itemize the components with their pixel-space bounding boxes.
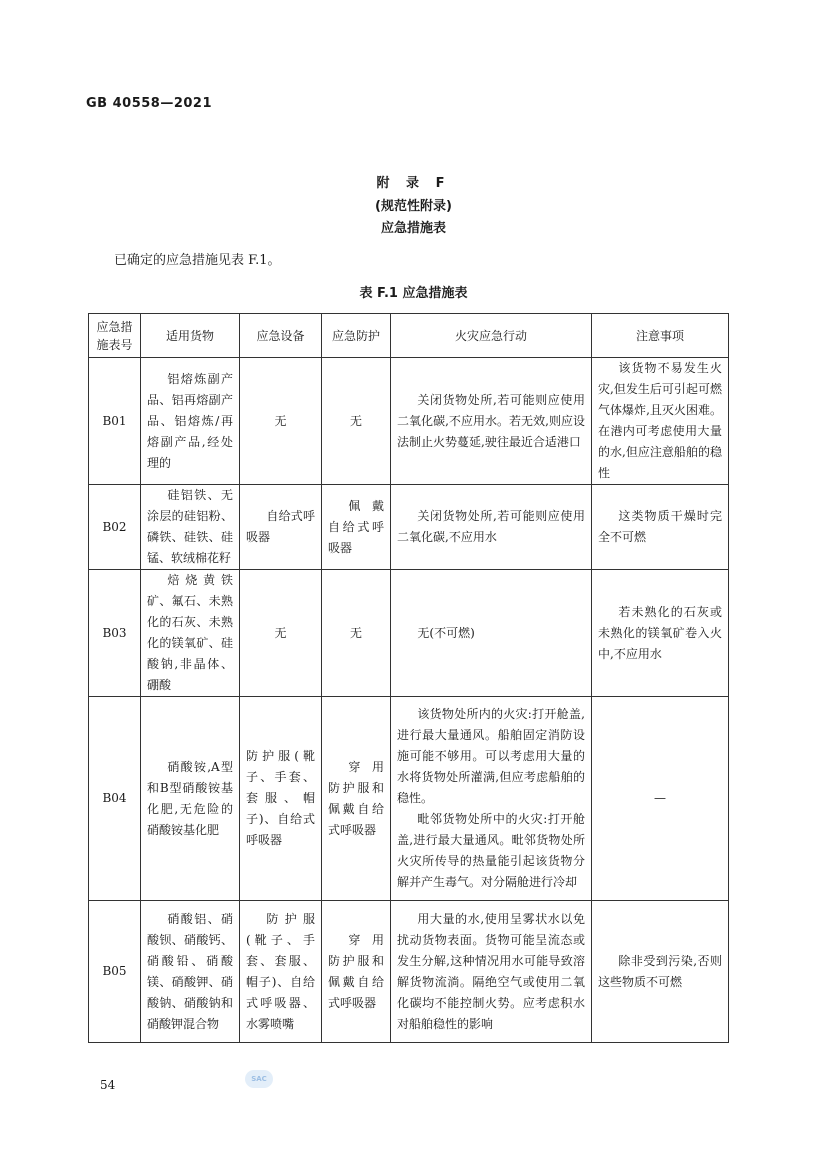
- fire-action-paragraph: 该货物处所内的火灾:打开舱盖,进行最大量通风。船舶固定消防设施可能不够用。可以考虑用大量的水将货物处所灌满,但应考虑船舶的稳性。: [397, 707, 585, 805]
- header-fire-action: 火灾应急行动: [391, 314, 592, 358]
- table-row: [89, 358, 729, 485]
- cell-fire-action: [391, 570, 592, 697]
- cell-cargo: 铝熔炼副产品、铝再熔副产品、铝熔炼/再熔副产品,经处理的: [141, 358, 240, 485]
- cell-notes: 该货物不易发生火灾,但发生后可引起可燃气体爆炸,且灭火困难。在港内可考虑使用大量的水,但应注意船舶的稳性: [592, 358, 729, 485]
- header-equipment: 应急设备: [240, 314, 322, 358]
- appendix-name: 应急措施表: [380, 221, 446, 236]
- table-caption: 表 F.1 应急措施表: [359, 286, 468, 301]
- cell-measure-id: B03: [89, 570, 141, 697]
- table-row: [89, 901, 729, 1043]
- emergency-measures-table: [88, 313, 729, 1043]
- header-measure-id: 应急措施表号: [89, 314, 141, 358]
- fire-action-paragraph: 关闭货物处所,若可能则应使用二氧化碳,不应用水: [397, 509, 585, 544]
- cell-protection: 佩戴自给式呼吸器: [322, 485, 391, 570]
- header-protection: 应急防护: [322, 314, 391, 358]
- cell-notes: 这类物质干燥时完全不可燃: [592, 485, 729, 570]
- appendix-title: 附 录 F: [376, 176, 451, 191]
- cell-protection: 穿用防护服和佩戴自给式呼吸器: [322, 697, 391, 901]
- cell-notes: 若未熟化的石灰或未熟化的镁氧矿卷入火中,不应用水: [592, 570, 729, 697]
- page-number: 54: [100, 1078, 116, 1092]
- intro-text: 已确定的应急措施见表 F.1。: [114, 253, 281, 268]
- cell-protection: 无: [322, 358, 391, 485]
- cell-fire-action: [391, 697, 592, 901]
- fire-action-paragraph: 无(不可燃): [417, 625, 475, 640]
- fire-action-paragraph: 毗邻货物处所中的火灾:打开舱盖,进行最大量通风。毗邻货物处所火灾所传导的热量能引起该货物分解并产生毒气。对分隔舱进行冷却: [397, 812, 585, 889]
- table-row: [89, 697, 729, 901]
- cell-notes: —: [592, 697, 729, 901]
- header-cargo: 适用货物: [141, 314, 240, 358]
- table-header-row: [89, 314, 729, 358]
- cell-equipment: 防护服(靴子、手套、套服、帽子)、自给式呼吸器: [240, 697, 322, 901]
- cell-protection: 穿用防护服和佩戴自给式呼吸器: [322, 901, 391, 1043]
- table-row: [89, 570, 729, 697]
- fire-action-paragraph: 关闭货物处所,若可能则应使用二氧化碳,不应用水。若无效,则应设法制止火势蔓延,驶往最近合适港口: [397, 392, 585, 449]
- cell-measure-id: B05: [89, 901, 141, 1043]
- standard-code: GB 40558—2021: [86, 96, 213, 111]
- header-notes: 注意事项: [592, 314, 729, 358]
- cell-protection: 无: [322, 570, 391, 697]
- cell-cargo: 硅铝铁、无涂层的硅铝粉、磷铁、硅铁、硅锰、软绒棉花籽: [141, 485, 240, 570]
- sac-watermark-logo: SAC: [245, 1070, 273, 1088]
- cell-cargo: 焙烧黄铁矿、氟石、未熟化的石灰、未熟化的镁氧矿、硅酸钠,非晶体、硼酸: [141, 570, 240, 697]
- cell-measure-id: B02: [89, 485, 141, 570]
- cell-equipment: 无: [240, 358, 322, 485]
- fire-action-paragraph: 用大量的水,使用呈雾状水以免扰动货物表面。货物可能呈流态或发生分解,这种情况用水可能导致溶解货物流淌。隔绝空气或使用二氧化碳均不能控制火势。应考虑积水对船舶稳性的影响: [397, 911, 585, 1031]
- cell-cargo: 硝酸铵,A型和B型硝酸铵基化肥,无危险的硝酸铵基化肥: [141, 697, 240, 901]
- cell-cargo: 硝酸铝、硝酸钡、硝酸钙、硝酸铅、硝酸镁、硝酸钾、硝酸钠、硝酸钠和硝酸钾混合物: [141, 901, 240, 1043]
- appendix-nature: (规范性附录): [375, 199, 452, 214]
- cell-fire-action: [391, 485, 592, 570]
- table-row: [89, 485, 729, 570]
- cell-fire-action: [391, 358, 592, 485]
- cell-equipment: 自给式呼吸器: [240, 485, 322, 570]
- cell-notes: 除非受到污染,否则这些物质不可燃: [592, 901, 729, 1043]
- cell-equipment: 无: [240, 570, 322, 697]
- cell-measure-id: B04: [89, 697, 141, 901]
- cell-equipment: 防护服(靴子、手套、套服、帽子)、自给式呼吸器、水雾喷嘴: [240, 901, 322, 1043]
- cell-fire-action: [391, 901, 592, 1043]
- cell-measure-id: B01: [89, 358, 141, 485]
